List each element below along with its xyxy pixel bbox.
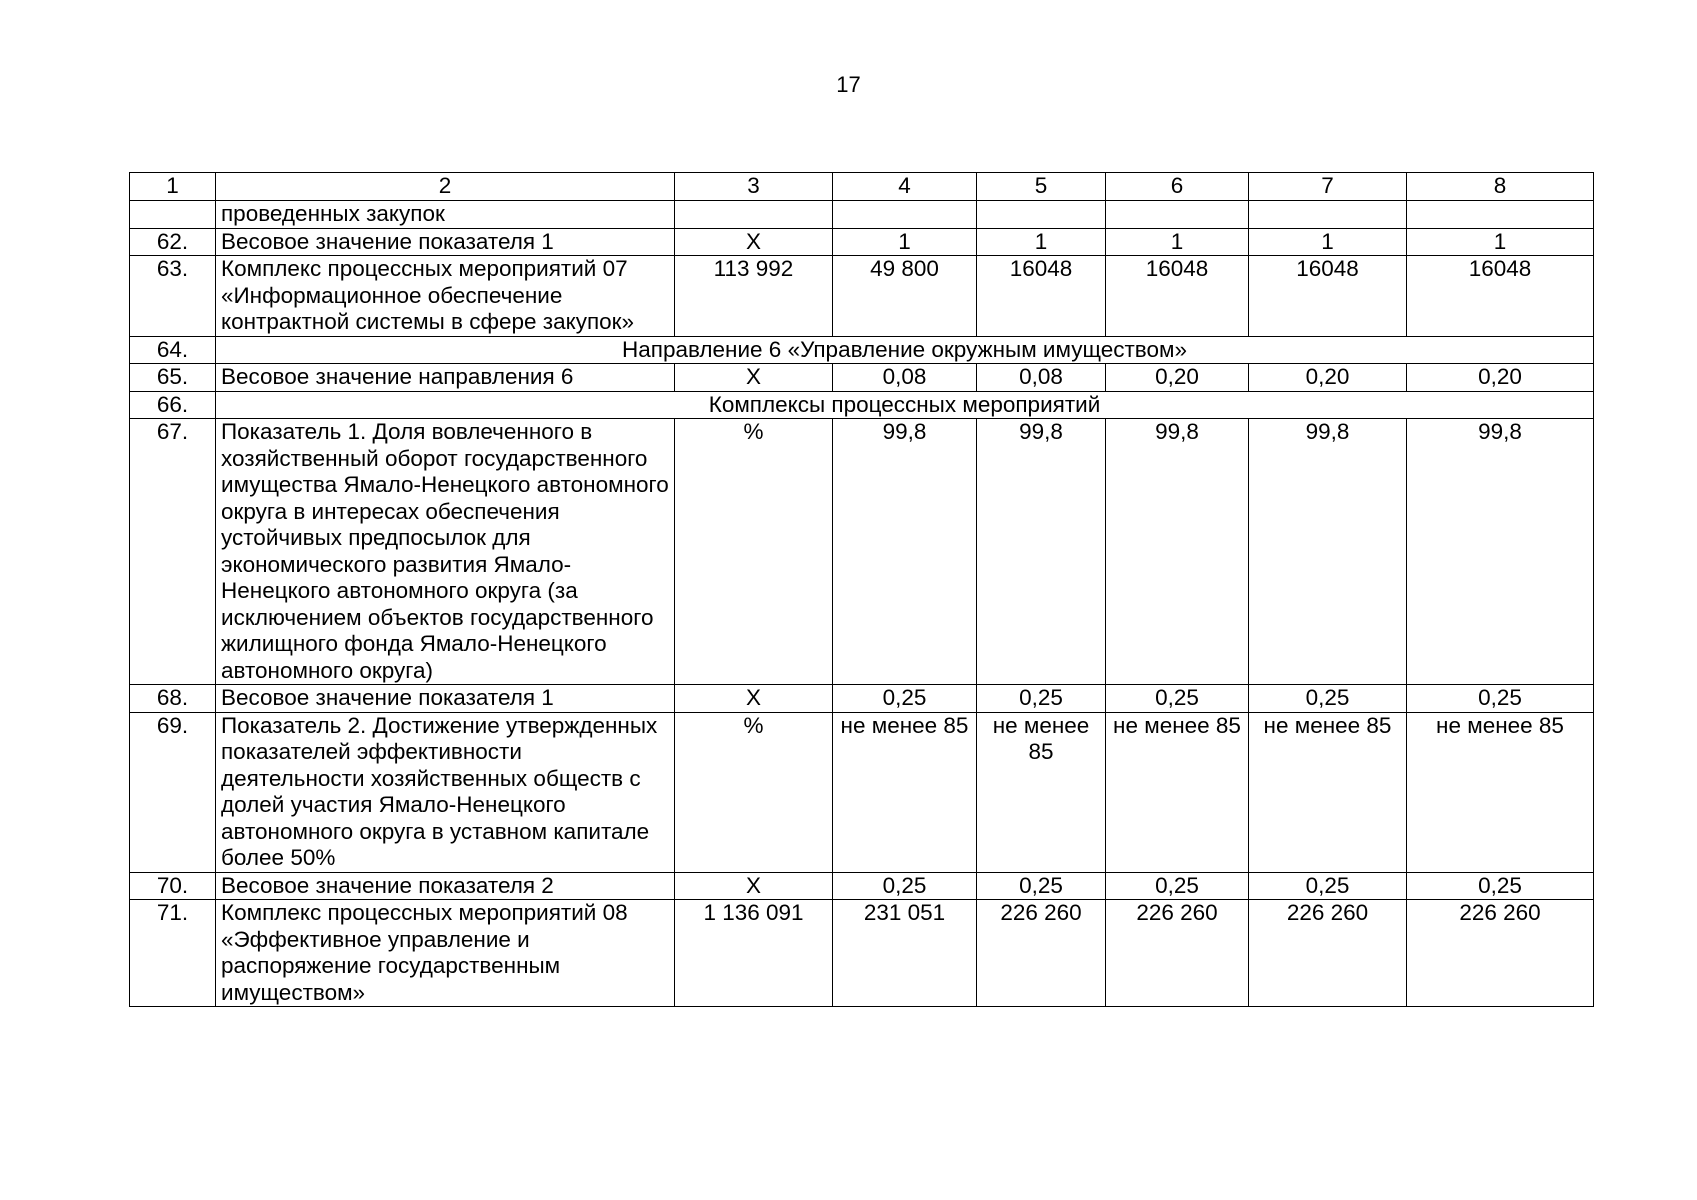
row-value: не менее 85: [1407, 712, 1594, 872]
row-value: 0,25: [1106, 872, 1249, 900]
row-value: [675, 201, 833, 229]
row-value: 49 800: [833, 256, 977, 337]
row-value: [1249, 201, 1407, 229]
row-value: Х: [675, 872, 833, 900]
row-value: 16048: [1106, 256, 1249, 337]
row-number: 71.: [130, 900, 216, 1007]
row-value: 16048: [977, 256, 1106, 337]
row-value: 99,8: [1407, 419, 1594, 685]
row-name: Показатель 1. Доля вовлеченного в хозяйственный оборот государственного имущества Ямало-Ненецкого автономного округа в интересах обеспечения устойчивых предпосылок для экономического развития Ямало-Ненецкого автономного округа (за исключением объектов государственного жилищного фонда Ямало-Ненецкого автономного округа): [216, 419, 675, 685]
row-value: не менее 85: [1106, 712, 1249, 872]
row-value: 99,8: [1249, 419, 1407, 685]
row-value: 0,20: [1249, 364, 1407, 392]
row-name: проведенных закупок: [216, 201, 675, 229]
table-row: [130, 256, 1594, 337]
row-name: Комплекс процессных мероприятий 08 «Эффективное управление и распоряжение государственным имуществом»: [216, 900, 675, 1007]
row-value: 0,25: [833, 872, 977, 900]
row-value: Х: [675, 228, 833, 256]
row-number: 67.: [130, 419, 216, 685]
row-number: 70.: [130, 872, 216, 900]
table-row: [130, 900, 1594, 1007]
table-row: [130, 419, 1594, 685]
row-value: 0,25: [977, 685, 1106, 713]
table-header-row: [130, 173, 1594, 201]
row-name: Весовое значение показателя 1: [216, 228, 675, 256]
row-value: 0,20: [1407, 364, 1594, 392]
row-value: 1: [1106, 228, 1249, 256]
row-value: 1: [977, 228, 1106, 256]
header-cell: 7: [1249, 173, 1407, 201]
row-value: 0,25: [1249, 872, 1407, 900]
row-name: Весовое значение показателя 2: [216, 872, 675, 900]
row-value: 1: [1249, 228, 1407, 256]
row-name: Весовое значение направления 6: [216, 364, 675, 392]
header-cell: 1: [130, 173, 216, 201]
row-value: 0,25: [1407, 685, 1594, 713]
table-row: [130, 364, 1594, 392]
row-value: 99,8: [833, 419, 977, 685]
row-value: %: [675, 712, 833, 872]
table-row: [130, 872, 1594, 900]
section-row: [130, 391, 1594, 419]
row-number: 66.: [130, 391, 216, 419]
header-cell: 8: [1407, 173, 1594, 201]
row-number: 68.: [130, 685, 216, 713]
row-value: 226 260: [1407, 900, 1594, 1007]
row-number: 69.: [130, 712, 216, 872]
row-number: 62.: [130, 228, 216, 256]
header-cell: 3: [675, 173, 833, 201]
row-number: [130, 201, 216, 229]
row-value: [833, 201, 977, 229]
row-value: 0,25: [833, 685, 977, 713]
row-number: 63.: [130, 256, 216, 337]
header-cell: 4: [833, 173, 977, 201]
row-value: 0,08: [833, 364, 977, 392]
row-value: 231 051: [833, 900, 977, 1007]
row-value: 99,8: [977, 419, 1106, 685]
table-row: [130, 712, 1594, 872]
row-value: 0,25: [977, 872, 1106, 900]
row-value: 1: [1407, 228, 1594, 256]
row-value: Х: [675, 685, 833, 713]
data-table: [129, 172, 1594, 1007]
row-value: 226 260: [1249, 900, 1407, 1007]
section-heading: Комплексы процессных мероприятий: [216, 391, 1594, 419]
row-value: 0,25: [1407, 872, 1594, 900]
header-cell: 5: [977, 173, 1106, 201]
row-value: 16048: [1249, 256, 1407, 337]
row-number: 65.: [130, 364, 216, 392]
row-value: 0,08: [977, 364, 1106, 392]
section-heading: Направление 6 «Управление окружным имуществом»: [216, 336, 1594, 364]
row-value: [1106, 201, 1249, 229]
row-value: [1407, 201, 1594, 229]
section-row: [130, 336, 1594, 364]
row-value: 99,8: [1106, 419, 1249, 685]
row-value: Х: [675, 364, 833, 392]
row-value: 1: [833, 228, 977, 256]
row-value: %: [675, 419, 833, 685]
row-value: [977, 201, 1106, 229]
table-row: [130, 685, 1594, 713]
row-value: 0,20: [1106, 364, 1249, 392]
row-name: Комплекс процессных мероприятий 07 «Информационное обеспечение контрактной системы в сфере закупок»: [216, 256, 675, 337]
header-cell: 6: [1106, 173, 1249, 201]
row-value: не менее 85: [833, 712, 977, 872]
page-number: 17: [836, 72, 861, 97]
row-value: 1 136 091: [675, 900, 833, 1007]
row-value: 0,25: [1249, 685, 1407, 713]
table-row: [130, 228, 1594, 256]
row-value: 113 992: [675, 256, 833, 337]
row-value: 226 260: [977, 900, 1106, 1007]
table-row: [130, 201, 1594, 229]
header-cell: 2: [216, 173, 675, 201]
row-number: 64.: [130, 336, 216, 364]
row-name: Показатель 2. Достижение утвержденных показателей эффективности деятельности хозяйственных обществ с долей участия Ямало-Ненецкого автономного округа в уставном капитале более 50%: [216, 712, 675, 872]
row-value: не менее 85: [977, 712, 1106, 872]
row-value: 16048: [1407, 256, 1594, 337]
row-value: 0,25: [1106, 685, 1249, 713]
row-name: Весовое значение показателя 1: [216, 685, 675, 713]
row-value: 226 260: [1106, 900, 1249, 1007]
row-value: не менее 85: [1249, 712, 1407, 872]
